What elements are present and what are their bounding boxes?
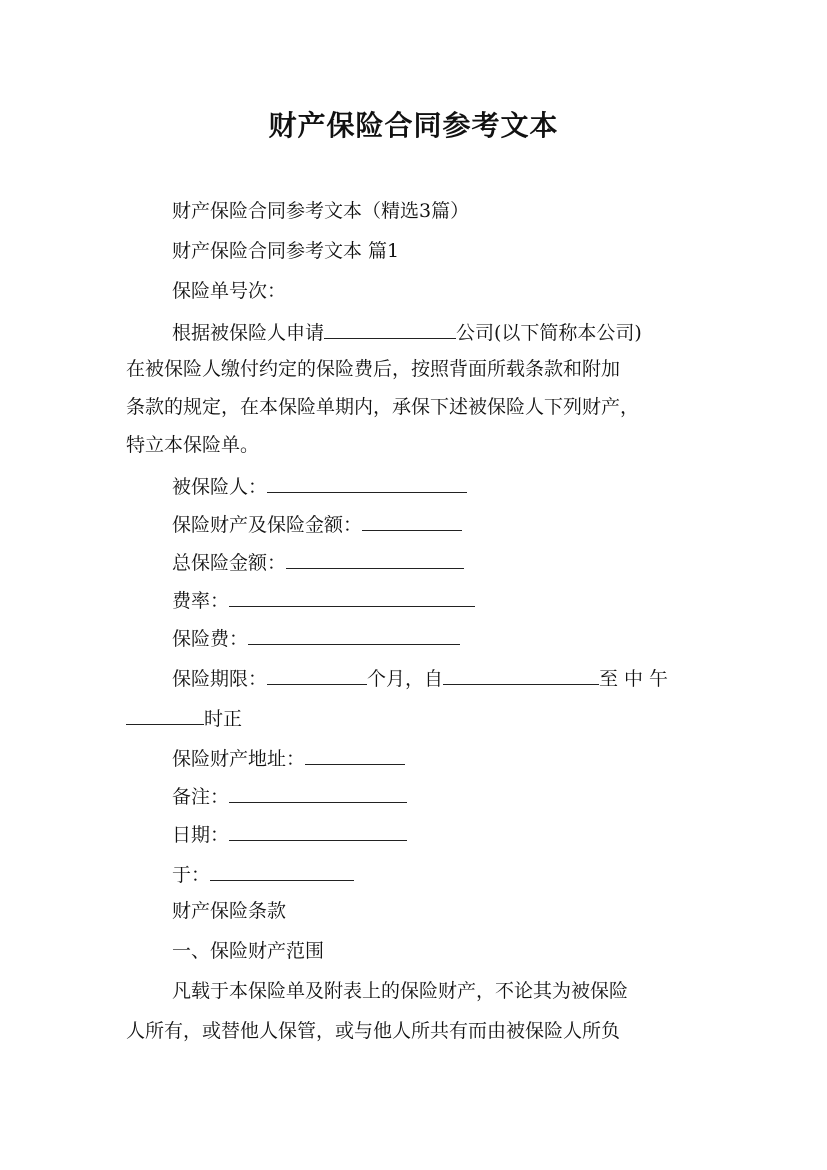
company-suffix-text: 公司(以下简称本公司) [456,322,642,344]
period-noon-text: 至中午 [599,668,675,690]
date-blank [229,820,407,841]
period-end-field [126,704,242,732]
address-label: 保险财产地址： [172,748,306,770]
property-amount-label: 保险财产及保险金额： [172,514,363,536]
insured-label: 被保险人： [172,476,268,498]
end-hour-blank [126,704,204,725]
paragraph-line: 凡载于本保险单及附表上的保险财产，不论其为被保险 [172,980,629,1002]
applicant-text: 根据被保险人申请 [172,322,325,344]
policy-number-label: 保险单号次： [172,280,287,302]
period-field [172,664,674,692]
total-amount-blank [286,548,464,569]
paragraph-line [172,318,642,346]
place-field [172,860,354,888]
address-blank [305,744,405,765]
date-label: 日期： [172,824,230,846]
terms-heading: 财产保险条款 [172,900,287,922]
remarks-blank [229,782,407,803]
paragraph-line: 特立本保险单。 [126,434,260,456]
paragraph-line: 条款的规定，在本保险单期内，承保下述被保险人下列财产， [126,396,640,418]
section-heading: 财产保险合同参考文本 篇1 [172,240,400,262]
date-field [172,820,407,848]
place-label: 于： [172,864,211,886]
clause-heading: 一、保险财产范围 [172,940,325,962]
rate-blank [229,586,475,607]
company-blank [324,318,456,339]
rate-field [172,586,475,614]
place-blank [210,860,354,881]
period-label: 保险期限： [172,668,268,690]
insured-field [172,472,467,500]
paragraph-line: 人所有，或替他人保管，或与他人所共有而由被保险人所负 [126,1020,621,1042]
start-date-blank [443,664,599,685]
address-field [172,744,405,772]
premium-field [172,624,460,652]
subtitle-line: 财产保险合同参考文本（精选3篇） [172,200,470,222]
period-end-text: 时正 [204,708,243,730]
months-blank [267,664,367,685]
total-amount-label: 总保险金额： [172,552,287,574]
period-from-text: 个月，自 [367,668,444,690]
paragraph-line: 在被保险人缴付约定的保险费后，按照背面所载条款和附加 [126,358,621,380]
document-title: 财产保险合同参考文本 [268,109,559,142]
rate-label: 费率： [172,590,230,612]
property-amount-blank [362,510,462,531]
remarks-field [172,782,407,810]
premium-label: 保险费： [172,628,249,650]
remarks-label: 备注： [172,786,230,808]
premium-blank [248,624,460,645]
total-amount-field [172,548,464,576]
property-amount-field [172,510,462,538]
insured-blank [267,472,467,493]
